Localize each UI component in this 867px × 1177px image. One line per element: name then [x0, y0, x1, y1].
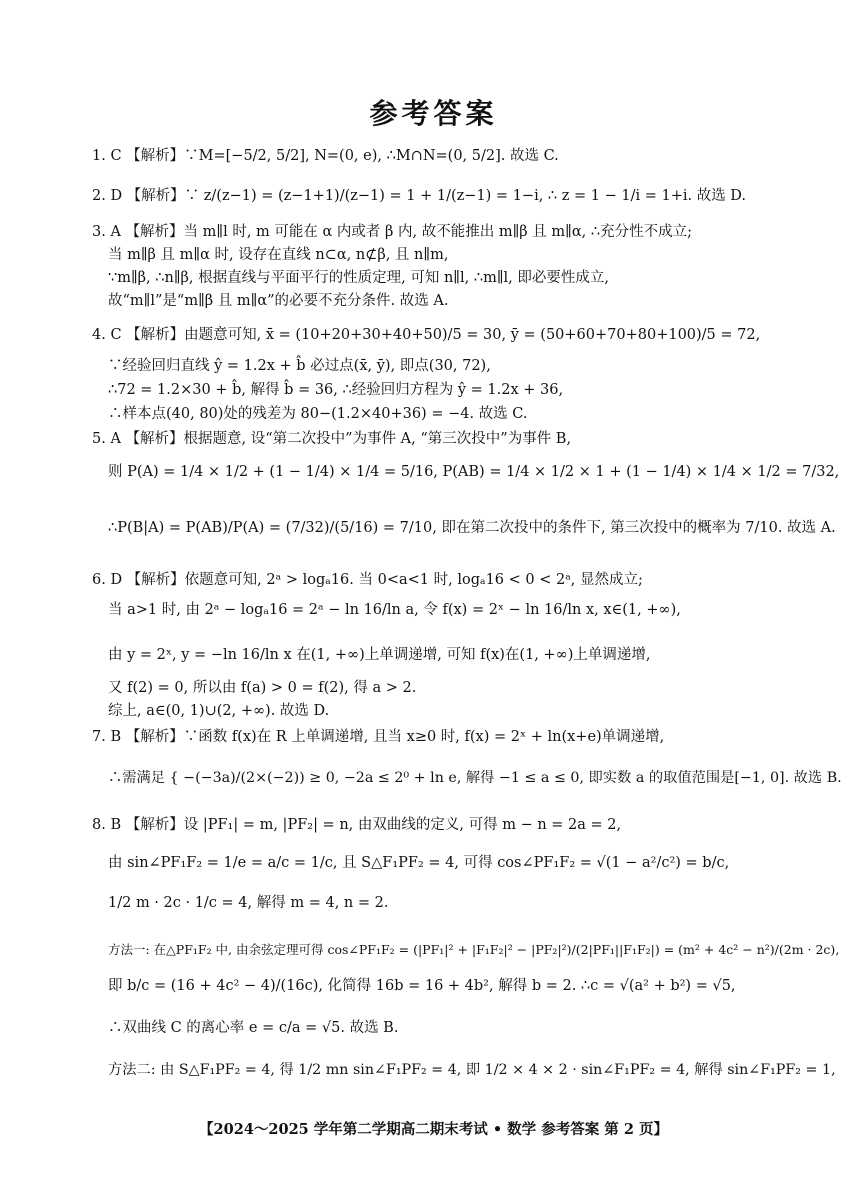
answer-8-method-1-line-2: 即 b/c = (16 + 4c² − 4)/(16c), 化简得 16b = 16 + 4b², 解得 b = 2. ∴c = √(a² + b²) = √5, [108, 978, 736, 994]
answer-7-line-2: ∴需满足 { −(−3a)/(2×(−2)) ≥ 0, −2a ≤ 2⁰ + ln e, 解得 −1 ≤ a ≤ 0, 即实数 a 的取值范围是[−1, 0]. 故选 B. [108, 770, 842, 786]
answer-6-line-5: 综上, a∈(0, 1)∪(2, +∞). 故选 D. [108, 703, 330, 719]
answer-4: 4. C 【解析】由题意可知, x̄ = (10+20+30+40+50)/5 = 30, ȳ = (50+60+70+80+100)/5 = 72, [92, 327, 761, 343]
answer-5: 5. A 【解析】根据题意, 设“第二次投中”为事件 A, “第三次投中”为事件 B, [92, 431, 572, 447]
answer-4-line-3: ∴72 = 1.2×30 + b̂, 解得 b̂ = 36, ∴经验回归方程为 ŷ = 1.2x + 36, [108, 382, 564, 398]
answer-3-line-2: 当 m∥β 且 m∥α 时, 设存在直线 n⊂α, n⊄β, 且 n∥m, [108, 247, 449, 263]
page-title: 参考答案 [369, 97, 498, 130]
answer-8-method-2: 方法二: 由 S△F₁PF₂ = 4, 得 1/2 mn sin∠F₁PF₂ = 4, 即 1/2 × 4 × 2 · sin∠F₁PF₂ = 4, 解得 sin∠F₁PF₂ = 1, [108, 1062, 836, 1078]
page-footer: 【2024～2025 学年第二学期高二期末考试 • 数学 参考答案 第 2 页】 [199, 1121, 668, 1138]
answer-8-method-1-line-3: ∴双曲线 C 的离心率 e = c/a = √5. 故选 B. [108, 1020, 399, 1036]
answer-2: 2. D 【解析】∵ z/(z−1) = (z−1+1)/(z−1) = 1 + 1/(z−1) = 1−i, ∴ z = 1 − 1/i = 1+i. 故选 D. [92, 188, 747, 204]
answer-7: 7. B 【解析】∵函数 f(x)在 R 上单调递增, 且当 x≥0 时, f(x) = 2ˣ + ln(x+e)单调递增, [92, 729, 665, 745]
answer-5-line-3: ∴P(B|A) = P(AB)/P(A) = (7/32)/(5/16) = 7/10, 即在第二次投中的条件下, 第三次投中的概率为 7/10. 故选 A. [108, 520, 836, 536]
answer-8: 8. B 【解析】设 |PF₁| = m, |PF₂| = n, 由双曲线的定义, 可得 m − n = 2a = 2, [92, 817, 622, 833]
answer-3-line-3: ∵m∥β, ∴n∥β, 根据直线与平面平行的性质定理, 可知 n∥l, ∴m∥l, 即必要性成立, [108, 270, 609, 286]
answer-8-method-1: 方法一: 在△PF₁F₂ 中, 由余弦定理可得 cos∠PF₁F₂ = (|PF₁|² + |F₁F₂|² − |PF₂|²)/(2|PF₁||F₁F₂|) = (m² + 4c² − n²)/(2m · 2c), [108, 942, 840, 957]
answer-4-line-4: ∴样本点(40, 80)处的残差为 80−(1.2×40+36) = −4. 故选 C. [108, 406, 528, 422]
answer-3-line-4: 故“m∥l”是“m∥β 且 m∥α”的必要不充分条件. 故选 A. [108, 293, 449, 309]
answer-8-line-3: 1/2 m · 2c · 1/c = 4, 解得 m = 4, n = 2. [108, 895, 389, 911]
answer-6-line-3: 由 y = 2ˣ, y = −ln 16/ln x 在(1, +∞)上单调递增, 可知 f(x)在(1, +∞)上单调递增, [108, 647, 651, 663]
answer-8-line-2: 由 sin∠PF₁F₂ = 1/e = a/c = 1/c, 且 S△F₁PF₂ = 4, 可得 cos∠PF₁F₂ = √(1 − a²/c²) = b/c, [108, 855, 730, 871]
answer-5-line-2: 则 P(A) = 1/4 × 1/2 + (1 − 1/4) × 1/4 = 5/16, P(AB) = 1/4 × 1/2 × 1 + (1 − 1/4) × 1/4 × 1/2 = 7/32, [108, 464, 840, 480]
answer-6-line-2: 当 a>1 时, 由 2ᵃ − logₐ16 = 2ᵃ − ln 16/ln a, 令 f(x) = 2ˣ − ln 16/ln x, x∈(1, +∞), [108, 602, 681, 618]
answer-6: 6. D 【解析】依题意可知, 2ᵃ > logₐ16. 当 0<a<1 时, logₐ16 < 0 < 2ᵃ, 显然成立; [92, 572, 643, 588]
answer-6-line-4: 又 f(2) = 0, 所以由 f(a) > 0 = f(2), 得 a > 2. [108, 680, 417, 696]
answer-1: 1. C 【解析】∵M=[−5/2, 5/2], N=(0, e), ∴M∩N=(0, 5/2]. 故选 C. [92, 148, 559, 164]
answer-3: 3. A 【解析】当 m∥l 时, m 可能在 α 内或者 β 内, 故不能推出 m∥β 且 m∥α, ∴充分性不成立; [92, 224, 692, 240]
answer-4-line-2: ∵经验回归直线 ŷ = 1.2x + b̂ 必过点(x̄, ȳ), 即点(30, 72), [108, 358, 491, 374]
